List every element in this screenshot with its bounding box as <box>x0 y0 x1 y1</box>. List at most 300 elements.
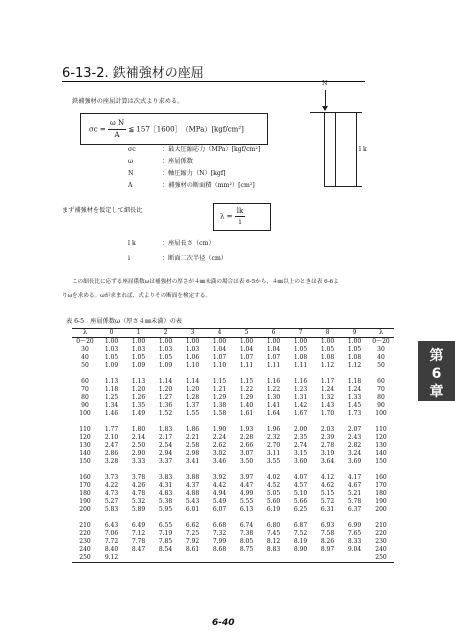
buckling-coefficient-table <box>72 328 394 563</box>
coefficient-cell: 2.66 <box>239 442 254 449</box>
coefficient-cell: 2.17 <box>158 434 173 441</box>
coefficient-cell: 2.07 <box>347 426 362 433</box>
coefficient-cell: 1.00 <box>347 338 362 345</box>
row-lambda-cell: 80 <box>377 394 385 401</box>
coefficient-cell: 1.40 <box>239 402 254 409</box>
coefficient-cell: 1.05 <box>104 354 119 361</box>
coefficient-cell: 8.12 <box>266 538 281 545</box>
coefficient-cell: 4.22 <box>104 482 119 489</box>
coefficient-cell: 1.00 <box>104 338 119 345</box>
row-lambda-cell: 130 <box>79 442 91 449</box>
slenderness-definitions <box>128 240 227 267</box>
coefficient-cell: 8.33 <box>347 538 362 545</box>
coefficient-cell: 5.95 <box>158 506 173 513</box>
row-lambda-cell: 210 <box>375 522 387 529</box>
coefficient-cell: 1.35 <box>131 402 146 409</box>
coefficient-cell: 6.19 <box>266 506 281 513</box>
coefficient-cell: 1.13 <box>131 378 146 385</box>
definition-row: N ：軸圧縮力（N）[kgf] <box>128 170 226 177</box>
table-row <box>72 530 394 538</box>
formula-rhs: ≦ 157［1600］ （MPa）[kgf/cm²] <box>128 125 244 134</box>
coefficient-cell: 1.93 <box>239 426 254 433</box>
coefficient-cell: 1.00 <box>158 338 173 345</box>
coefficient-cell: 1.70 <box>320 410 335 417</box>
row-lambda-cell: 50 <box>377 362 385 369</box>
coefficient-cell: 2.62 <box>212 442 227 449</box>
coefficient-cell: 2.54 <box>158 442 173 449</box>
coefficient-cell: 1.13 <box>104 378 119 385</box>
coefficient-cell: 1.41 <box>266 402 281 409</box>
coefficient-cell: 1.30 <box>266 394 281 401</box>
coefficient-cell: 1.55 <box>185 410 200 417</box>
coefficient-cell: 4.78 <box>131 490 146 497</box>
definition-row: A ：補強材の断面積（mm²）[cm²] <box>128 182 255 189</box>
coefficient-cell: 1.08 <box>320 354 335 361</box>
row-lambda-cell: 180 <box>79 490 91 497</box>
coefficient-cell: 1.05 <box>347 346 362 353</box>
coefficient-cell: 1.04 <box>239 346 254 353</box>
coefficient-cell: 1.77 <box>104 426 119 433</box>
coefficient-cell <box>314 554 341 563</box>
coefficient-cell: 3.41 <box>185 458 200 465</box>
group-spacer <box>72 514 394 522</box>
table-row <box>72 346 394 354</box>
reinforcement-column <box>324 112 336 187</box>
coefficient-cell: 7.92 <box>185 538 200 545</box>
coefficient-cell: 6.68 <box>212 522 227 529</box>
table-row <box>72 450 394 458</box>
coefficient-cell: 2.90 <box>131 450 146 457</box>
table-row <box>72 426 394 434</box>
row-lambda-cell: 60 <box>377 378 385 385</box>
coefficient-cell <box>287 554 314 563</box>
coefficient-cell: 8.47 <box>131 546 146 553</box>
section-title: 6-13-2. 鉄補強材の座屈 <box>62 66 204 81</box>
coefficient-cell: 6.49 <box>131 522 146 529</box>
table-row <box>72 354 394 362</box>
page-number: 6-40 <box>212 618 235 628</box>
coefficient-cell: 2.21 <box>185 434 200 441</box>
coefficient-cell: 2.32 <box>266 434 281 441</box>
coefficient-cell: 1.33 <box>347 394 362 401</box>
arrow-down-icon <box>322 106 328 111</box>
coefficient-cell: 1.29 <box>212 394 227 401</box>
coefficient-cell: 2.10 <box>104 434 119 441</box>
coefficient-cell <box>152 554 179 563</box>
coefficient-cell: 2.78 <box>320 442 335 449</box>
coefficient-cell: 5.60 <box>266 498 281 505</box>
coefficient-cell: 4.31 <box>158 482 173 489</box>
row-lambda-cell: 110 <box>375 426 387 433</box>
coefficient-cell: 5.43 <box>185 498 200 505</box>
coefficient-cell: 6.43 <box>104 522 119 529</box>
coefficient-cell: 5.38 <box>158 498 173 505</box>
row-lambda-cell: 210 <box>79 522 91 529</box>
coefficient-cell: 2.58 <box>185 442 200 449</box>
coefficient-cell: 2.39 <box>320 434 335 441</box>
column-diagram <box>310 80 370 190</box>
coefficient-cell: 3.50 <box>239 458 254 465</box>
paragraph-line-1: この細長比に応ずる座屈係数ωは補強材の厚さが４㎜未満の場合は表 6-5から，４㎜以上のときは表 6-6よ <box>72 279 339 285</box>
row-lambda-cell: 220 <box>79 530 91 537</box>
coefficient-cell: 6.87 <box>293 522 308 529</box>
lambda-numerator: lk <box>236 207 244 215</box>
row-lambda-cell: 90 <box>377 402 385 409</box>
coefficient-cell: 8.40 <box>104 546 119 553</box>
coefficient-cell: 5.15 <box>320 490 335 497</box>
coefficient-cell: 5.83 <box>104 506 119 513</box>
coefficient-cell: 5.10 <box>293 490 308 497</box>
coefficient-cell: 1.18 <box>347 378 362 385</box>
header-5: 5 <box>233 329 260 338</box>
table-row <box>72 522 394 530</box>
coefficient-cell: 8.05 <box>239 538 254 545</box>
header-lambda-right: λ <box>368 329 394 338</box>
coefficient-cell: 1.11 <box>266 362 281 369</box>
table-body <box>72 338 394 563</box>
coefficient-cell: 1.09 <box>131 362 146 369</box>
lambda-lhs: λ = <box>220 212 233 221</box>
coefficient-cell: 2.24 <box>212 434 227 441</box>
row-lambda-cell: 230 <box>375 538 387 545</box>
coefficient-cell: 7.52 <box>293 530 308 537</box>
chapter-tab-line1: 第 <box>429 348 444 364</box>
coefficient-cell: 1.86 <box>185 426 200 433</box>
coefficient-cell: 1.20 <box>158 386 173 393</box>
buckling-formula <box>80 113 268 145</box>
group-spacer <box>72 370 394 378</box>
coefficient-cell: 1.83 <box>158 426 173 433</box>
row-lambda-cell: 40 <box>377 354 385 361</box>
row-lambda-cell: 240 <box>79 546 91 553</box>
coefficient-cell: 5.66 <box>293 498 308 505</box>
coefficient-cell: 9.12 <box>98 554 125 563</box>
coefficient-cell: 1.34 <box>104 402 119 409</box>
coefficient-cell: 3.73 <box>104 474 119 481</box>
coefficient-cell: 4.17 <box>347 474 362 481</box>
coefficient-cell: 8.83 <box>266 546 281 553</box>
definition-list <box>128 146 260 194</box>
coefficient-cell: 1.09 <box>104 362 119 369</box>
paragraph-line-2: りωを求める。ωが求まれば，式よりその断面を検定する。 <box>62 293 211 299</box>
coefficient-cell: 2.82 <box>347 442 362 449</box>
coefficient-cell: 1.00 <box>212 338 227 345</box>
header-1: 1 <box>125 329 152 338</box>
coefficient-cell: 1.00 <box>320 338 335 345</box>
coefficient-cell: 1.04 <box>212 346 227 353</box>
row-lambda-cell: 180 <box>375 490 387 497</box>
row-lambda-cell: 140 <box>79 450 91 457</box>
row-lambda-cell: 140 <box>375 450 387 457</box>
coefficient-cell: 3.19 <box>320 450 335 457</box>
row-lambda-cell: 120 <box>375 434 387 441</box>
coefficient-cell: 1.07 <box>266 354 281 361</box>
coefficient-cell: 2.28 <box>239 434 254 441</box>
coefficient-cell: 1.29 <box>239 394 254 401</box>
coefficient-cell: 6.37 <box>347 506 362 513</box>
coefficient-cell: 3.60 <box>293 458 308 465</box>
coefficient-cell: 1.49 <box>131 410 146 417</box>
coefficient-cell: 3.78 <box>131 474 146 481</box>
coefficient-cell: 1.64 <box>266 410 281 417</box>
coefficient-cell: 1.37 <box>185 402 200 409</box>
definition-row: l k ：座屈長さ（cm） <box>128 240 215 247</box>
coefficient-cell: 2.43 <box>347 434 362 441</box>
coefficient-cell: 7.32 <box>212 530 227 537</box>
coefficient-cell: 6.31 <box>320 506 335 513</box>
coefficient-cell: 3.28 <box>104 458 119 465</box>
length-dimension-line <box>356 112 357 187</box>
coefficient-cell: 4.52 <box>266 482 281 489</box>
coefficient-cell: 4.99 <box>239 490 254 497</box>
row-lambda-cell: 170 <box>79 482 91 489</box>
coefficient-cell: 1.12 <box>347 362 362 369</box>
coefficient-cell: 1.06 <box>185 354 200 361</box>
coefficient-cell: 3.55 <box>266 458 281 465</box>
formula-denominator: A <box>114 131 120 139</box>
coefficient-cell: 4.83 <box>158 490 173 497</box>
table-row <box>72 394 394 402</box>
header-7: 7 <box>287 329 314 338</box>
table-row <box>72 338 394 347</box>
coefficient-cell: 5.21 <box>347 490 362 497</box>
coefficient-cell: 2.50 <box>131 442 146 449</box>
coefficient-cell <box>233 554 260 563</box>
header-2: 2 <box>152 329 179 338</box>
coefficient-cell: 8.61 <box>185 546 200 553</box>
header-9: 9 <box>341 329 368 338</box>
coefficient-cell: 4.42 <box>212 482 227 489</box>
header-4: 4 <box>206 329 233 338</box>
row-lambda-cell: 250 <box>368 554 394 563</box>
row-lambda-cell: 230 <box>79 538 91 545</box>
row-lambda-cell: 80 <box>81 394 89 401</box>
coefficient-cell: 1.14 <box>158 378 173 385</box>
coefficient-cell: 1.04 <box>266 346 281 353</box>
coefficient-cell: 2.98 <box>185 450 200 457</box>
coefficient-cell: 1.16 <box>266 378 281 385</box>
row-lambda-cell: 110 <box>79 426 91 433</box>
row-lambda-cell: 120 <box>79 434 91 441</box>
top-extension-line <box>336 112 362 113</box>
coefficient-cell: 7.65 <box>347 530 362 537</box>
coefficient-cell: 1.11 <box>239 362 254 369</box>
coefficient-cell: 4.26 <box>131 482 146 489</box>
row-lambda-cell: 250 <box>72 554 98 563</box>
coefficient-cell: 8.19 <box>293 538 308 545</box>
coefficient-cell: 1.07 <box>212 354 227 361</box>
coefficient-cell: 4.88 <box>185 490 200 497</box>
row-lambda-cell: 190 <box>79 498 91 505</box>
coefficient-cell: 1.05 <box>158 354 173 361</box>
table-row <box>72 482 394 490</box>
coefficient-cell <box>125 554 152 563</box>
coefficient-cell: 1.96 <box>266 426 281 433</box>
row-lambda-cell: 220 <box>375 530 387 537</box>
table-row <box>72 490 394 498</box>
coefficient-cell: 2.70 <box>266 442 281 449</box>
slenderness-formula <box>213 203 271 231</box>
coefficient-cell: 1.43 <box>320 402 335 409</box>
table-row <box>72 410 394 418</box>
coefficient-cell: 1.18 <box>104 386 119 393</box>
row-lambda-cell: 200 <box>375 506 387 513</box>
coefficient-cell: 2.03 <box>320 426 335 433</box>
row-lambda-cell: 50 <box>81 362 89 369</box>
coefficient-cell: 1.24 <box>347 386 362 393</box>
definition-row: σc ：最大圧縮応力（MPa）[kgf/cm²] <box>128 146 261 153</box>
lambda-denominator: i <box>238 218 242 226</box>
coefficient-cell: 1.03 <box>158 346 173 353</box>
coefficient-cell: 1.07 <box>239 354 254 361</box>
row-lambda-cell: 30 <box>81 346 89 353</box>
coefficient-cell: 7.78 <box>131 538 146 545</box>
coefficient-cell: 3.69 <box>347 458 362 465</box>
coefficient-cell: 1.14 <box>185 378 200 385</box>
table-row <box>72 442 394 450</box>
coefficient-cell: 5.72 <box>320 498 335 505</box>
coefficient-cell: 8.68 <box>212 546 227 553</box>
formula-lhs: σc = <box>89 125 106 134</box>
table-row <box>72 498 394 506</box>
row-lambda-cell: 150 <box>79 458 91 465</box>
coefficient-cell: 5.55 <box>239 498 254 505</box>
row-lambda-cell: 240 <box>375 546 387 553</box>
coefficient-cell: 3.92 <box>212 474 227 481</box>
coefficient-cell: 1.09 <box>158 362 173 369</box>
header-3: 3 <box>179 329 206 338</box>
coefficient-cell: 4.02 <box>266 474 281 481</box>
coefficient-cell: 3.37 <box>158 458 173 465</box>
coefficient-cell: 6.74 <box>239 522 254 529</box>
lambda-fraction <box>235 206 245 227</box>
coefficient-cell: 2.14 <box>131 434 146 441</box>
row-lambda-cell: 100 <box>79 410 91 417</box>
coefficient-cell: 1.61 <box>239 410 254 417</box>
coefficient-cell: 7.06 <box>104 530 119 537</box>
coefficient-cell: 1.12 <box>320 362 335 369</box>
coefficient-cell: 1.23 <box>293 386 308 393</box>
coefficient-cell: 3.97 <box>239 474 254 481</box>
coefficient-cell: 4.94 <box>212 490 227 497</box>
coefficient-cell: 9.04 <box>347 546 362 553</box>
coefficient-cell: 1.17 <box>320 378 335 385</box>
coefficient-cell: 3.11 <box>266 450 281 457</box>
coefficient-cell: 1.15 <box>239 378 254 385</box>
coefficient-cell: 1.15 <box>212 378 227 385</box>
coefficient-cell: 7.25 <box>185 530 200 537</box>
coefficient-cell: 6.93 <box>320 522 335 529</box>
coefficient-cell: 1.38 <box>212 402 227 409</box>
coefficient-cell: 4.57 <box>293 482 308 489</box>
coefficient-cell: 5.05 <box>266 490 281 497</box>
row-lambda-cell: 190 <box>375 498 387 505</box>
coefficient-cell: 8.90 <box>293 546 308 553</box>
coefficient-cell: 6.80 <box>266 522 281 529</box>
coefficient-cell: 5.49 <box>212 498 227 505</box>
coefficient-cell: 1.21 <box>212 386 227 393</box>
coefficient-cell: 4.67 <box>347 482 362 489</box>
coefficient-cell: 3.02 <box>212 450 227 457</box>
table-row <box>72 378 394 386</box>
group-spacer <box>72 418 394 426</box>
coefficient-cell: 1.03 <box>104 346 119 353</box>
table-header-row <box>72 329 394 338</box>
coefficient-cell: 4.73 <box>104 490 119 497</box>
coefficient-cell: 8.26 <box>320 538 335 545</box>
row-lambda-cell: 60 <box>81 378 89 385</box>
table-row <box>72 474 394 482</box>
coefficient-cell: 1.31 <box>293 394 308 401</box>
coefficient-cell: 3.24 <box>347 450 362 457</box>
coefficient-cell: 1.27 <box>158 394 173 401</box>
definition-row: i ：断面二次半径（cm） <box>128 255 228 262</box>
coefficient-cell: 4.12 <box>320 474 335 481</box>
coefficient-cell <box>206 554 233 563</box>
top-dimension-line <box>310 112 324 113</box>
chapter-tab-line2: 6 <box>431 366 442 382</box>
coefficient-cell: 6.55 <box>158 522 173 529</box>
row-lambda-cell: 0〜20 <box>76 338 94 345</box>
coefficient-cell: 1.16 <box>293 378 308 385</box>
bottom-extension-line <box>336 186 362 187</box>
coefficient-cell: 1.26 <box>131 394 146 401</box>
coefficient-cell: 3.46 <box>212 458 227 465</box>
row-lambda-cell: 160 <box>375 474 387 481</box>
coefficient-cell: 1.05 <box>293 346 308 353</box>
coefficient-cell: 1.25 <box>104 394 119 401</box>
group-spacer <box>72 466 394 474</box>
coefficient-cell: 1.42 <box>293 402 308 409</box>
coefficient-cell <box>179 554 206 563</box>
coefficient-cell: 3.64 <box>320 458 335 465</box>
table-row <box>72 386 394 394</box>
coefficient-cell: 4.37 <box>185 482 200 489</box>
row-lambda-cell: 90 <box>81 402 89 409</box>
coefficient-cell <box>341 554 368 563</box>
chapter-tab <box>418 341 455 401</box>
coefficient-cell: 2.47 <box>104 442 119 449</box>
definition-row: ω ：座屈係数 <box>128 158 193 165</box>
load-label: N <box>322 80 328 87</box>
coefficient-cell <box>260 554 287 563</box>
coefficient-cell: 6.99 <box>347 522 362 529</box>
row-lambda-cell: 30 <box>377 346 385 353</box>
coefficient-cell: 1.46 <box>104 410 119 417</box>
header-0: 0 <box>98 329 125 338</box>
coefficient-cell: 6.62 <box>185 522 200 529</box>
row-lambda-cell: 170 <box>375 482 387 489</box>
row-lambda-cell: 0〜20 <box>372 338 390 345</box>
coefficient-cell: 3.15 <box>293 450 308 457</box>
intro-text: 鉄補強材の座屈計算は次式より求める。 <box>72 98 184 105</box>
coefficient-cell: 5.89 <box>131 506 146 513</box>
coefficient-cell: 6.25 <box>293 506 308 513</box>
row-lambda-cell: 160 <box>79 474 91 481</box>
coefficient-cell: 1.20 <box>185 386 200 393</box>
coefficient-cell: 1.10 <box>185 362 200 369</box>
header-lambda: λ <box>72 329 98 338</box>
coefficient-cell: 2.00 <box>293 426 308 433</box>
coefficient-cell: 1.28 <box>185 394 200 401</box>
coefficient-cell: 1.11 <box>293 362 308 369</box>
coefficient-cell: 2.94 <box>158 450 173 457</box>
coefficient-cell: 1.52 <box>158 410 173 417</box>
coefficient-cell: 5.27 <box>104 498 119 505</box>
coefficient-cell: 7.45 <box>266 530 281 537</box>
table-row <box>72 434 394 442</box>
header-8: 8 <box>314 329 341 338</box>
